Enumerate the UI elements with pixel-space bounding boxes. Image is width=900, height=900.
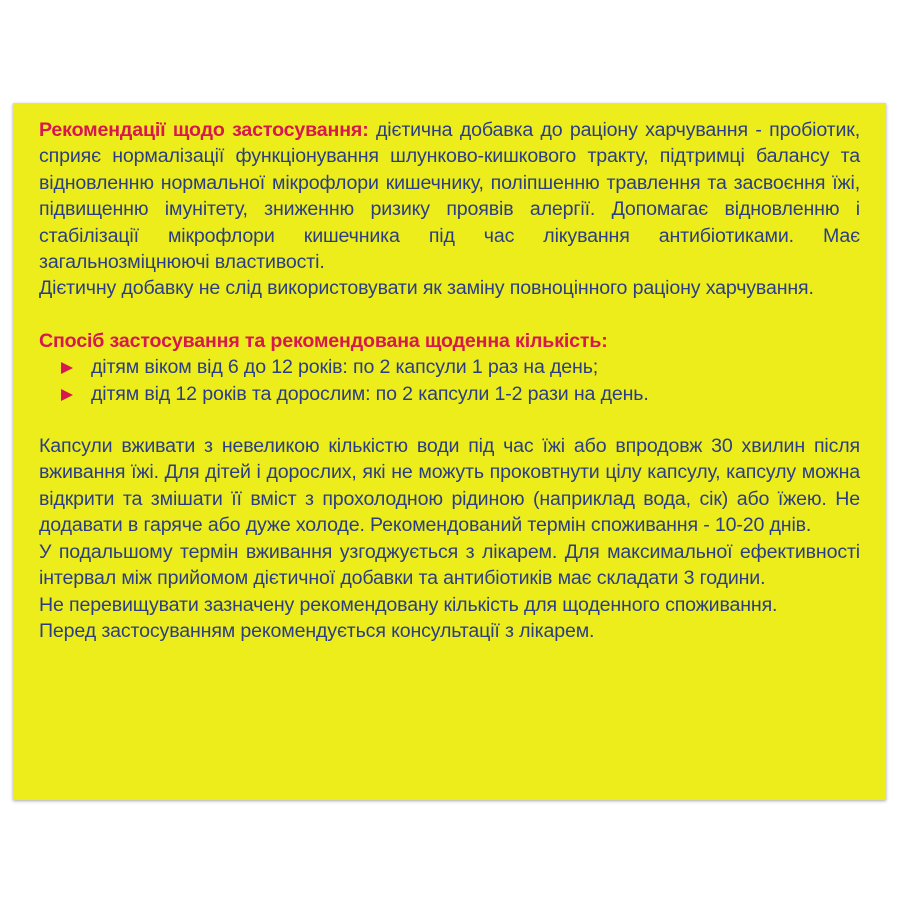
leaflet-panel xyxy=(13,103,886,800)
triangle-bullet-icon xyxy=(61,362,73,374)
instructions-paragraph-3: Не перевищувати зазначену рекомендовану кількість для щоденного споживання. xyxy=(39,593,778,616)
instructions-paragraph-4: Перед застосуванням рекомендується консультації з лікарем. xyxy=(39,619,595,642)
usage-heading: Спосіб застосування та рекомендована щоденна кількість: xyxy=(39,329,608,352)
spacer xyxy=(39,407,860,433)
instructions-paragraph-2: У подальшому термін вживання узгоджується з лікарем. Для максимальної ефективності інтервал між прийомом дієтичної добавки та антибіотиків має складати 3 години. xyxy=(39,540,860,590)
dosage-item xyxy=(39,381,860,407)
triangle-bullet-icon xyxy=(61,389,73,401)
dosage-item-text: дітям від 12 років та дорослим: по 2 капсули 1-2 рази на день. xyxy=(91,382,649,405)
spacer xyxy=(39,302,860,328)
dosage-list xyxy=(39,354,860,407)
recommendations-text: дієтична добавка до раціону харчування - пробіотик, сприяє нормалізації функціонування шлунково-кишкового тракту, підтримці балансу та відновленню нормальної мікрофлори кишечнику, поліпшенню травлення та засвоєння їжі, підвищенню імунітету, зниженню ризику проявів алергії. Допомагає відновленню і стабілізації мікрофлори кишечника під час лікування антибіотиками. Має загальнозміцнюючі властивості. xyxy=(39,119,860,274)
recommendations-heading: Рекомендації щодо застосування: xyxy=(39,119,369,141)
recommendations-paragraph xyxy=(39,117,860,275)
recommendations-note: Дієтичну добавку не слід використовувати як заміну повноцінного раціону харчування. xyxy=(39,277,814,300)
instructions-paragraph-1: Капсули вживати з невеликою кількістю води під час їжі або впродовж 30 хвилин після вживання їжі. Для дітей і дорослих, які не можуть проковтнути цілу капсулу, капсулу можна відкрити та змішати її вміст з прохолодною рідиною (наприклад вода, сік) або їжею. Не додавати в гаряче або дуже холоде. Рекомендований термін споживання - 10-20 днів. xyxy=(39,435,860,537)
dosage-item-text: дітям віком від 6 до 12 років: по 2 капсули 1 раз на день; xyxy=(91,356,599,379)
dosage-item xyxy=(39,354,860,380)
